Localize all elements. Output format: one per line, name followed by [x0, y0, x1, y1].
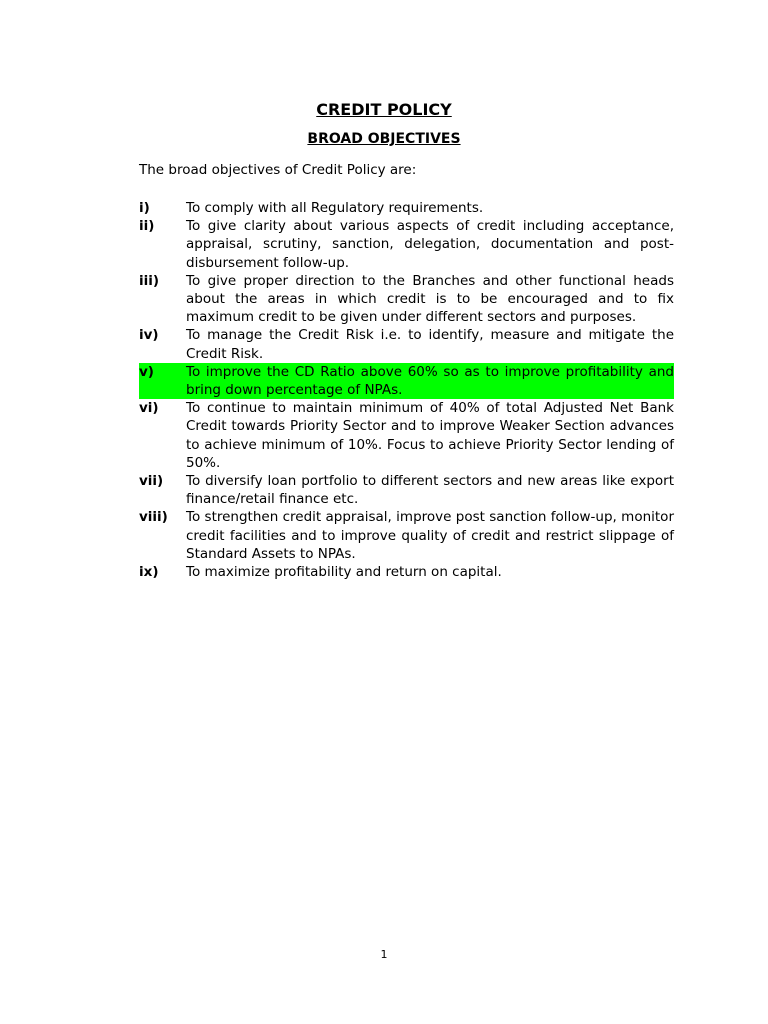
objective-text: To comply with all Regulatory requirements.: [186, 200, 484, 216]
objective-text: To give proper direction to the Branches and other functional heads about the areas in which credit is to be encouraged and to fix maximum credit to be given under different sectors and purposes.: [186, 272, 674, 326]
objective-text: To strengthen credit appraisal, improve post sanction follow-up, monitor credit facilities and to improve quality of credit and restrict slippage of Standard Assets to NPAs.: [186, 509, 674, 562]
objective-number: i): [139, 200, 150, 216]
objective-text: To improve the CD Ratio above 60% so as to improve profitability and bring down percentage of NPAs.: [186, 363, 674, 399]
objective-number: viii): [139, 509, 168, 526]
objective-item: [139, 472, 674, 508]
objective-item: [139, 199, 674, 217]
objective-number: iv): [139, 327, 159, 344]
objective-item-highlighted: [139, 363, 674, 399]
objective-number: vi): [139, 400, 159, 417]
objective-item: [139, 508, 674, 563]
objective-item: [139, 272, 674, 327]
objective-item: [139, 563, 674, 581]
objective-number: v): [139, 363, 186, 399]
objective-text: To manage the Credit Risk i.e. to identify, measure and mitigate the Credit Risk.: [186, 327, 674, 362]
objective-item: [139, 326, 674, 362]
objectives-list: [139, 199, 674, 581]
objective-number: ii): [139, 218, 155, 235]
objective-text: To continue to maintain minimum of 40% of total Adjusted Net Bank Credit towards Priority Sector and to improve Weaker Section advances to achieve minimum of 10%. Focus to achieve Priority Sector lending of 50%.: [186, 400, 674, 471]
objective-number: iii): [139, 272, 160, 289]
objective-text: To diversify loan portfolio to different sectors and new areas like export finance/retail finance etc.: [186, 473, 674, 508]
page-subtitle: BROAD OBJECTIVES: [307, 131, 461, 147]
objective-text: To maximize profitability and return on capital.: [186, 564, 502, 581]
objective-text: To give clarity about various aspects of credit including acceptance, appraisal, scrutiny, sanction, delegation, documentation and post-disbursement follow-up.: [186, 218, 674, 271]
objective-item: [139, 217, 674, 272]
objective-number: ix): [139, 564, 159, 581]
objective-item: [139, 399, 674, 472]
objective-number: vii): [139, 473, 164, 490]
page-number: 1: [380, 948, 388, 961]
intro-text: The broad objectives of Credit Policy are:: [139, 162, 417, 178]
page-title: CREDIT POLICY: [316, 100, 452, 119]
